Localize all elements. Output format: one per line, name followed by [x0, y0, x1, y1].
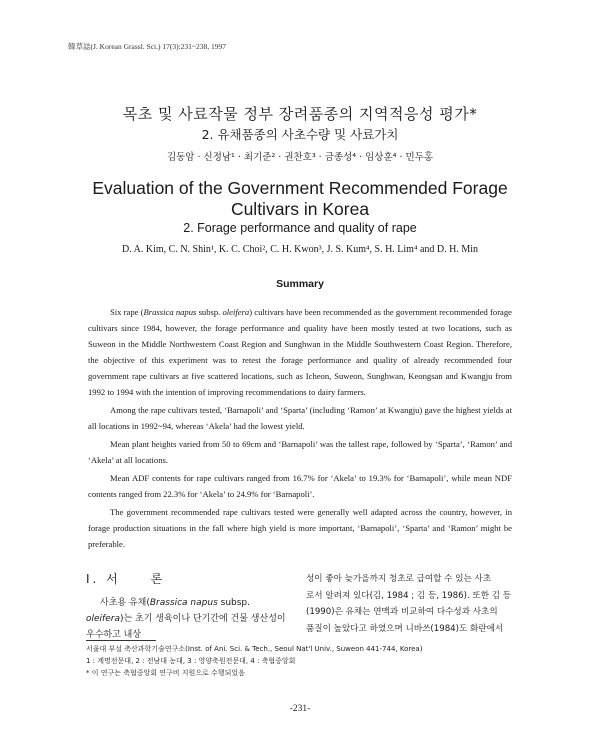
korean-authors: 김동암 · 신정남¹ · 최기준² · 권찬호³ · 금종성⁴ · 임상훈⁴ · 민두홍: [166, 152, 434, 163]
summary-paragraph-3: Mean plant heights varied from 50 to 69cm and ‘Barnapoli’ was the tallest rape, followed by ‘Sparta’, ‘Ramon’ and ‘Akela’ at all locations.: [88, 439, 512, 465]
intro-paragraph: 사초용 유채(Brassica napus subsp. oleifera)는 초기 생육이나 단기간에 건물 생산성이 우수하고 내상: [86, 598, 286, 640]
right-line: 품질이 높았다고 하였으며 니바쓰(1984)도 화란에서: [306, 623, 504, 634]
right-line: 성이 좋아 늦가을까지 청초로 급여할 수 있는 사초: [306, 574, 492, 584]
korean-subtitle: 2. 유채품종의 사초수량 및 사료가치: [201, 127, 399, 142]
english-title-line1: Evaluation of the Government Recommended Forage: [92, 178, 508, 198]
footnotes: [86, 643, 516, 679]
footnote-funding: * 이 연구는 축협중앙회 연구비 지원으로 수행되었음: [86, 669, 245, 677]
footnote-rule: [86, 640, 156, 641]
summary-paragraph-2: Among the rape cultivars tested, ‘Barnapoli’ and ‘Sparta’ (including ‘Ramon’ at Kwangju) gave the highest yields at all locations in 1992~94, whereas ‘Akela’ had the lowest yield.: [88, 405, 512, 431]
footnote-institutions: 1 : 계명전문대, 2 : 전남대 농대, 3 : 영양축원전문대, 4 : 축협중앙회: [86, 657, 296, 665]
summary-paragraph-1: Six rape (Brassica napus subsp. oleifera) cultivars have been recommended as the government recommended forage cultivars since 1984, however, the forage performance and quality have been mostly tested at two locations, such as Suweon in the Middle Northwestern Coast Region and Sunghwan in the Middle Southwestern Coast Region. Therefore, the objective of this experiment was to retest the forage performance and quality of already recommended four government rape cultivars at five scattered locations, such as Icheon, Suweon, Sunghwan, Keongsan and Kwangju from 1992 to 1994 with the intention of improving recommendations to dairy farmers.: [88, 307, 512, 397]
summary-body: [88, 304, 512, 554]
right-line: 로서 알려져 있다(김, 1984 ; 김 등, 1986). 또한 김 등: [306, 590, 512, 601]
page-number: -231-: [289, 704, 311, 714]
english-subtitle: 2. Forage performance and quality of rape: [183, 221, 417, 235]
summary-paragraph-4: Mean ADF contents for rape cultivars ranged from 16.7% for ‘Akela’ to 19.3% for ‘Barnapoli’, while mean NDF contents ranged from 22.3% for ‘Akela’ to 24.9% for ‘Barnapoli’.: [88, 473, 512, 499]
footnote-affiliation: 서울대 부설 축산과학기술연구소(Inst. of Ani. Sci. & Tech., Seoul Nat'l Univ., Suweon 441-744, Korea): [86, 645, 423, 653]
english-title-line2: Cultivars in Korea: [230, 199, 370, 219]
summary-heading: Summary: [276, 278, 324, 290]
journal-reference: 韓草誌(J. Korean Grassl. Sci.) 17(3):231~238, 1997: [68, 42, 226, 51]
section-heading-introduction: Ⅰ. 서 론: [86, 572, 166, 586]
english-authors: D. A. Kim, C. N. Shin¹, K. C. Choi², C. H. Kwon³, J. S. Kum⁴, S. H. Lim⁴ and D. H. Min: [122, 244, 478, 255]
right-line: (1990)은 유채는 연맥과 비교하여 다수성과 사초의: [306, 607, 498, 617]
right-column: [306, 571, 515, 637]
korean-title: 목초 및 사료작물 정부 장려품종의 지역적응성 평가*: [122, 105, 478, 123]
summary-paragraph-5: The government recommended rape cultivars tested were generally well adapted across the country, however, in forage production situations in the fall where high yield is more important, ‘Barnapoli’, ‘Sparta’ and ‘Ramon’ might be preferable.: [88, 507, 512, 549]
left-column: [86, 571, 290, 643]
